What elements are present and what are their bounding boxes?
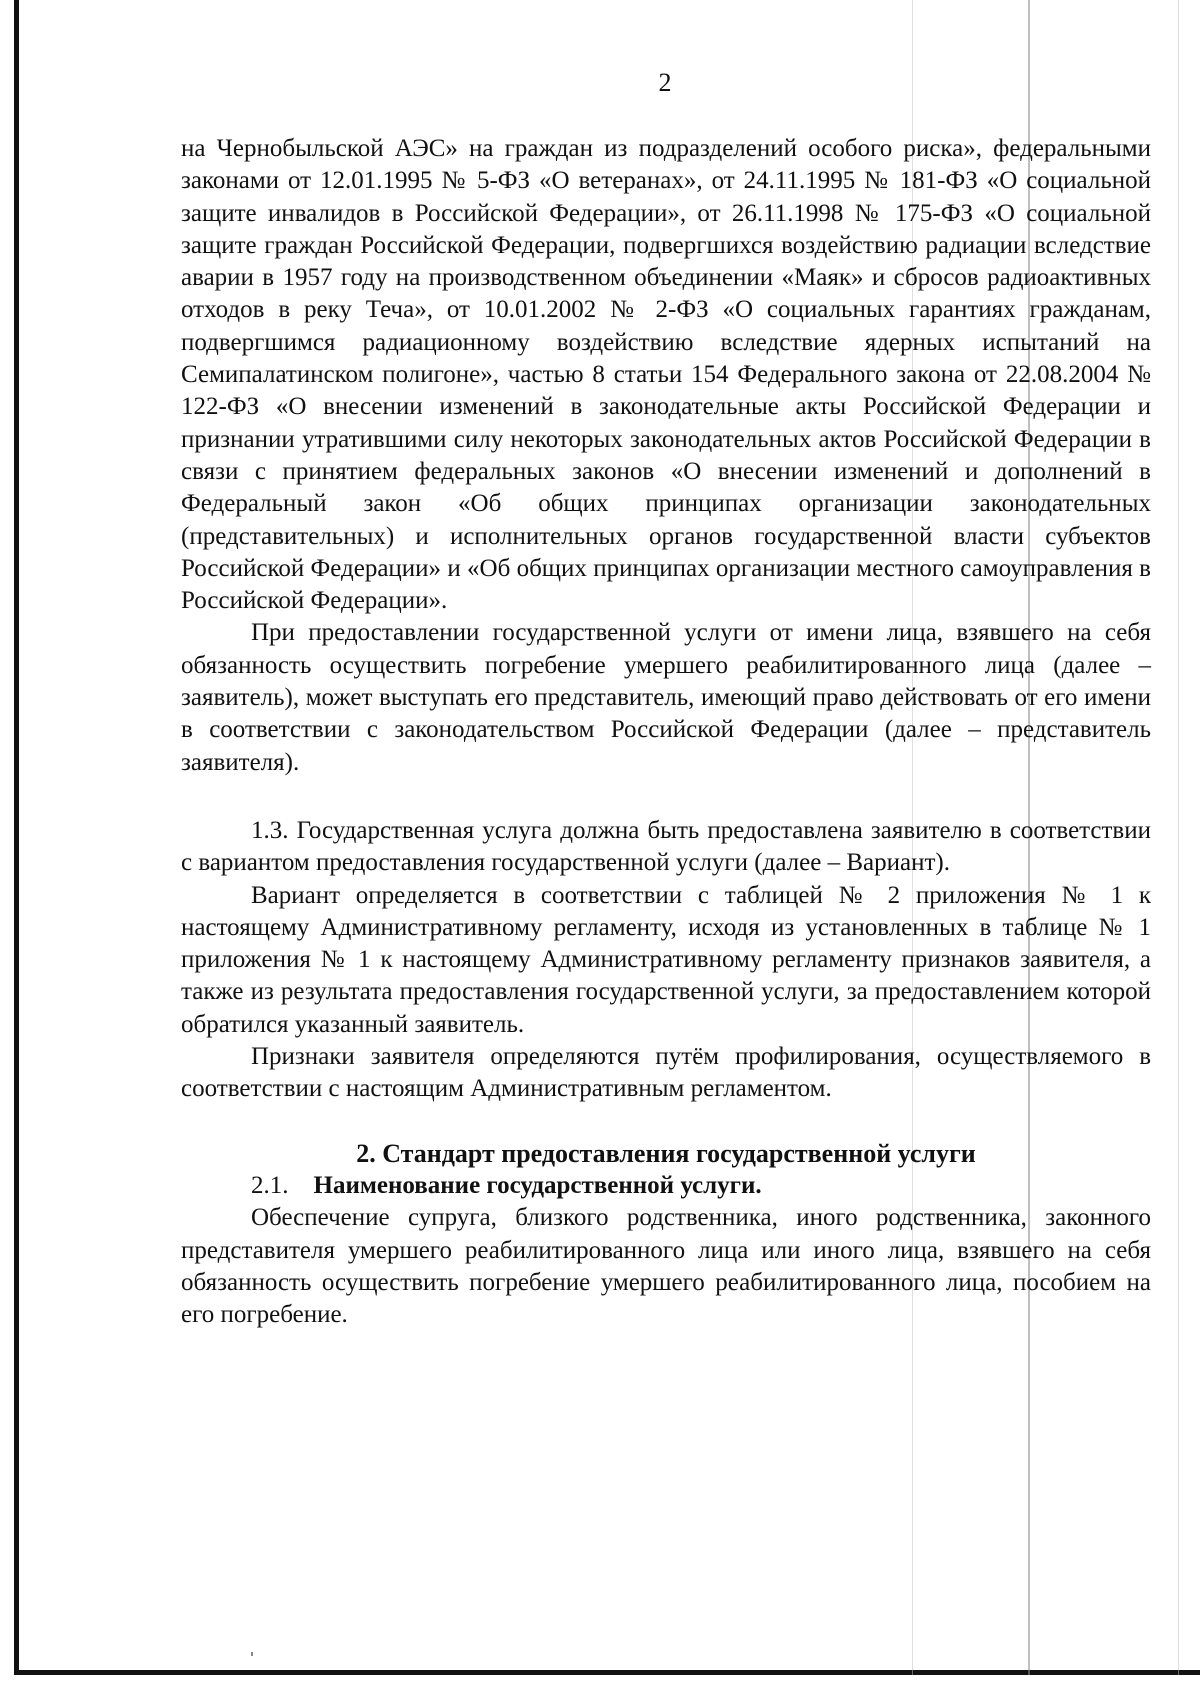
paragraph-variant: Вариант определяется в соответствии с таблицей № 2 приложения № 1 к настоящему Административному регламенту, исходя из установленных в таблице № 1 приложения № 1 к настоящему Административному регламенту признаков заявителя, а также из результата предоставления государственной услуги, за предоставлением которой обратился указанный заявитель. — [181, 881, 1151, 1038]
scan-border-left — [14, 0, 19, 1675]
page-number: 2 — [658, 68, 672, 97]
subsection-title: Наименование государственной услуги. — [313, 1171, 762, 1199]
scan-speck — [251, 1652, 253, 1656]
paragraph-applicant-signs: Признаки заявителя определяются путём профилирования, осуществляемого в соответствии с настоящим Административным регламентом. — [181, 1043, 1151, 1103]
subsection-2-1-heading — [181, 1170, 1151, 1202]
subsection-number: 2.1. — [251, 1171, 289, 1199]
document-body — [181, 133, 1151, 1331]
paragraph-service-name: Обеспечение супруга, близкого родственника, иного родственника, законного представителя умершего реабилитированного лица или иного лица, взявшего на себя обязанность осуществить погребение умершего реабилитированного лица, пособием на его погребение. — [181, 1204, 1151, 1329]
paragraph-representative: При предоставлении государственной услуги от имени лица, взявшего на себя обязанность осуществить погребение умершего реабилитированного лица (далее – заявитель), может выступать его представитель, имеющий право действовать от его имени в соответствии с законодательством Российской Федерации (далее – представитель заявителя). — [181, 619, 1151, 776]
section-2-heading: 2. Стандарт предоставления государственной услуги — [356, 1138, 976, 1168]
scan-border-bottom — [14, 1670, 1200, 1675]
paragraph-legal-basis: на Чернобыльской АЭС» на граждан из подразделений особого риска», федеральными законами от 12.01.1995 № 5-ФЗ «О ветеранах», от 24.11.1995 № 181-ФЗ «О социальной защите инвалидов в Российской Федерации», от 26.11.1998 № 175-ФЗ «О социальной защите граждан Российской Федерации, подвергшихся воздействию радиации вследствие аварии в 1957 году на производственном объединении «Маяк» и сбросов радиоактивных отходов в реку Теча», от 10.01.2002 № 2-ФЗ «О социальных гарантиях гражданам, подвергшимся радиационному воздействию вследствие ядерных испытаний на Семипалатинском полигоне», частью 8 статьи 154 Федерального закона от 22.08.2004 № 122-ФЗ «О внесении изменений в законодательные акты Российской Федерации и признании утратившими силу некоторых законодательных актов Российской Федерации в связи с принятием федеральных законов «О внесении изменений и дополнений в Федеральный закон «Об общих принципах организации законодательных (представительных) и исполнительных органов государственной власти субъектов Российской Федерации» и «Об общих принципах организации местного самоуправления в Российской Федерации». — [181, 135, 1151, 615]
scan-fold-line — [1178, 0, 1179, 1675]
paragraph-1-3: 1.3. Государственная услуга должна быть предоставлена заявителю в соответствии с вариантом предоставления государственной услуги (далее – Вариант). — [181, 816, 1151, 877]
